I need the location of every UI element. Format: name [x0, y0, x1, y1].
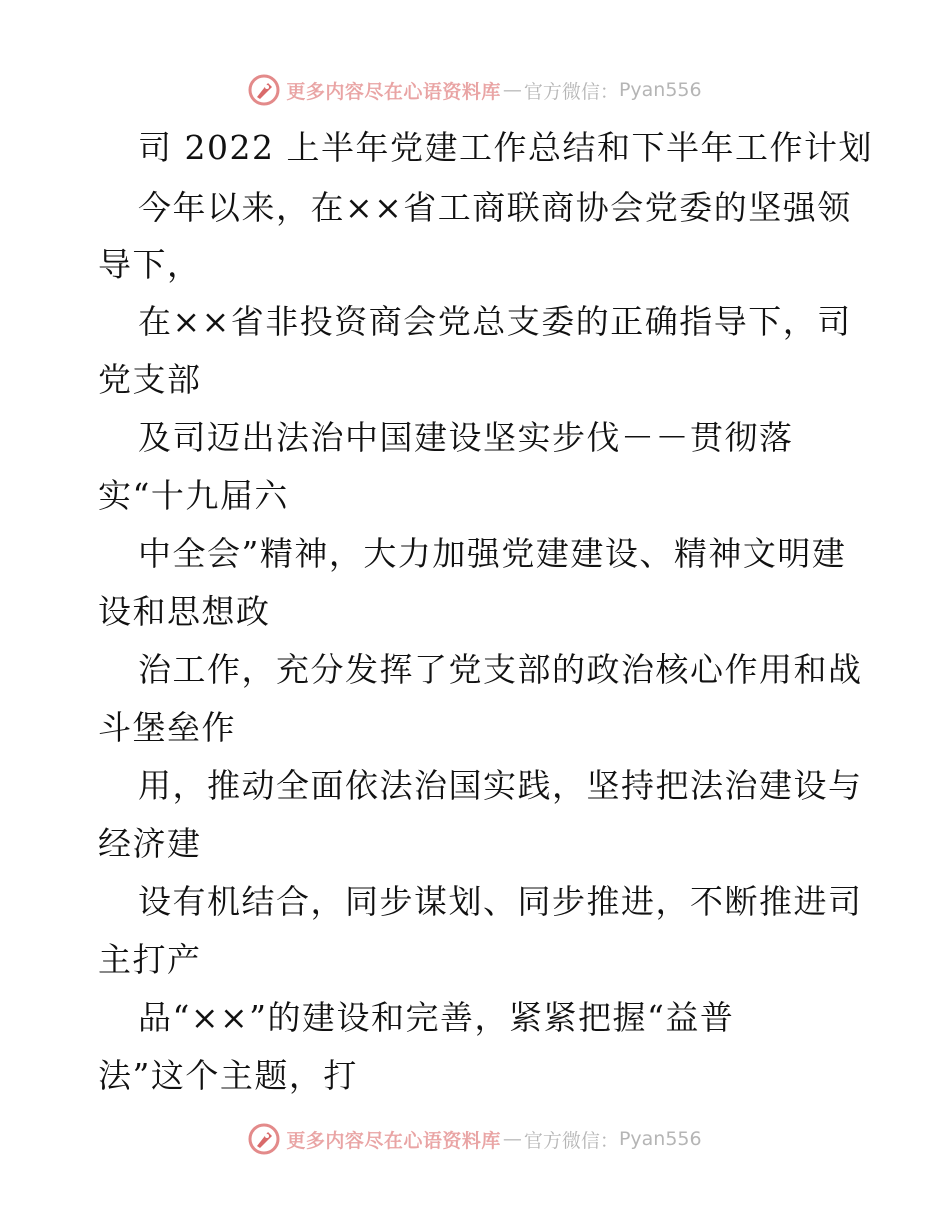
- watermark-official-label: 官方微信：: [523, 80, 619, 103]
- text-line: 主打产: [98, 940, 202, 979]
- text-line: 斗堡垒作: [98, 708, 236, 747]
- footer-watermark: [0, 1119, 950, 1159]
- watermark-separator: —: [502, 79, 522, 101]
- text-line: 用，推动全面依法治国实践，坚持把法治建设与: [138, 766, 863, 805]
- pen-nib-logo-icon: [248, 1123, 280, 1155]
- text-line: 今年以来，在××省工商联商协会党委的坚强领: [138, 188, 852, 227]
- watermark-account: Pyan556: [618, 1128, 702, 1150]
- text-line: 品“××”的建设和完善，紧紧把握“益普: [138, 998, 735, 1037]
- text-line: 经济建: [98, 824, 202, 863]
- text-line: 导下，: [98, 245, 202, 284]
- watermark-account: Pyan556: [618, 79, 702, 101]
- text-line: 法”这个主题，打: [98, 1056, 358, 1095]
- watermark-text: 更多内容尽在心语资料库: [286, 1129, 501, 1152]
- document-title-line: 司 2022 上半年党建工作总结和下半年工作计划: [138, 128, 873, 167]
- text-line: 及司迈出法治中国建设坚实步伐－－贯彻落: [138, 418, 794, 457]
- text-line: 中全会”精神，大力加强党建建设、精神文明建: [138, 534, 847, 573]
- text-line: 治工作，充分发挥了党支部的政治核心作用和战: [138, 650, 863, 689]
- watermark-separator: —: [502, 1128, 522, 1150]
- watermark-official-label: 官方微信：: [523, 1129, 619, 1152]
- text-line: 设有机结合，同步谋划、同步推进，不断推进司: [138, 882, 863, 921]
- watermark-text: 更多内容尽在心语资料库: [286, 80, 501, 103]
- text-line: 在××省非投资商会党总支委的正确指导下，司: [138, 302, 852, 341]
- text-line: 设和思想政: [98, 592, 271, 631]
- text-line: 实“十九届六: [98, 476, 289, 515]
- text-line: 党支部: [98, 360, 202, 399]
